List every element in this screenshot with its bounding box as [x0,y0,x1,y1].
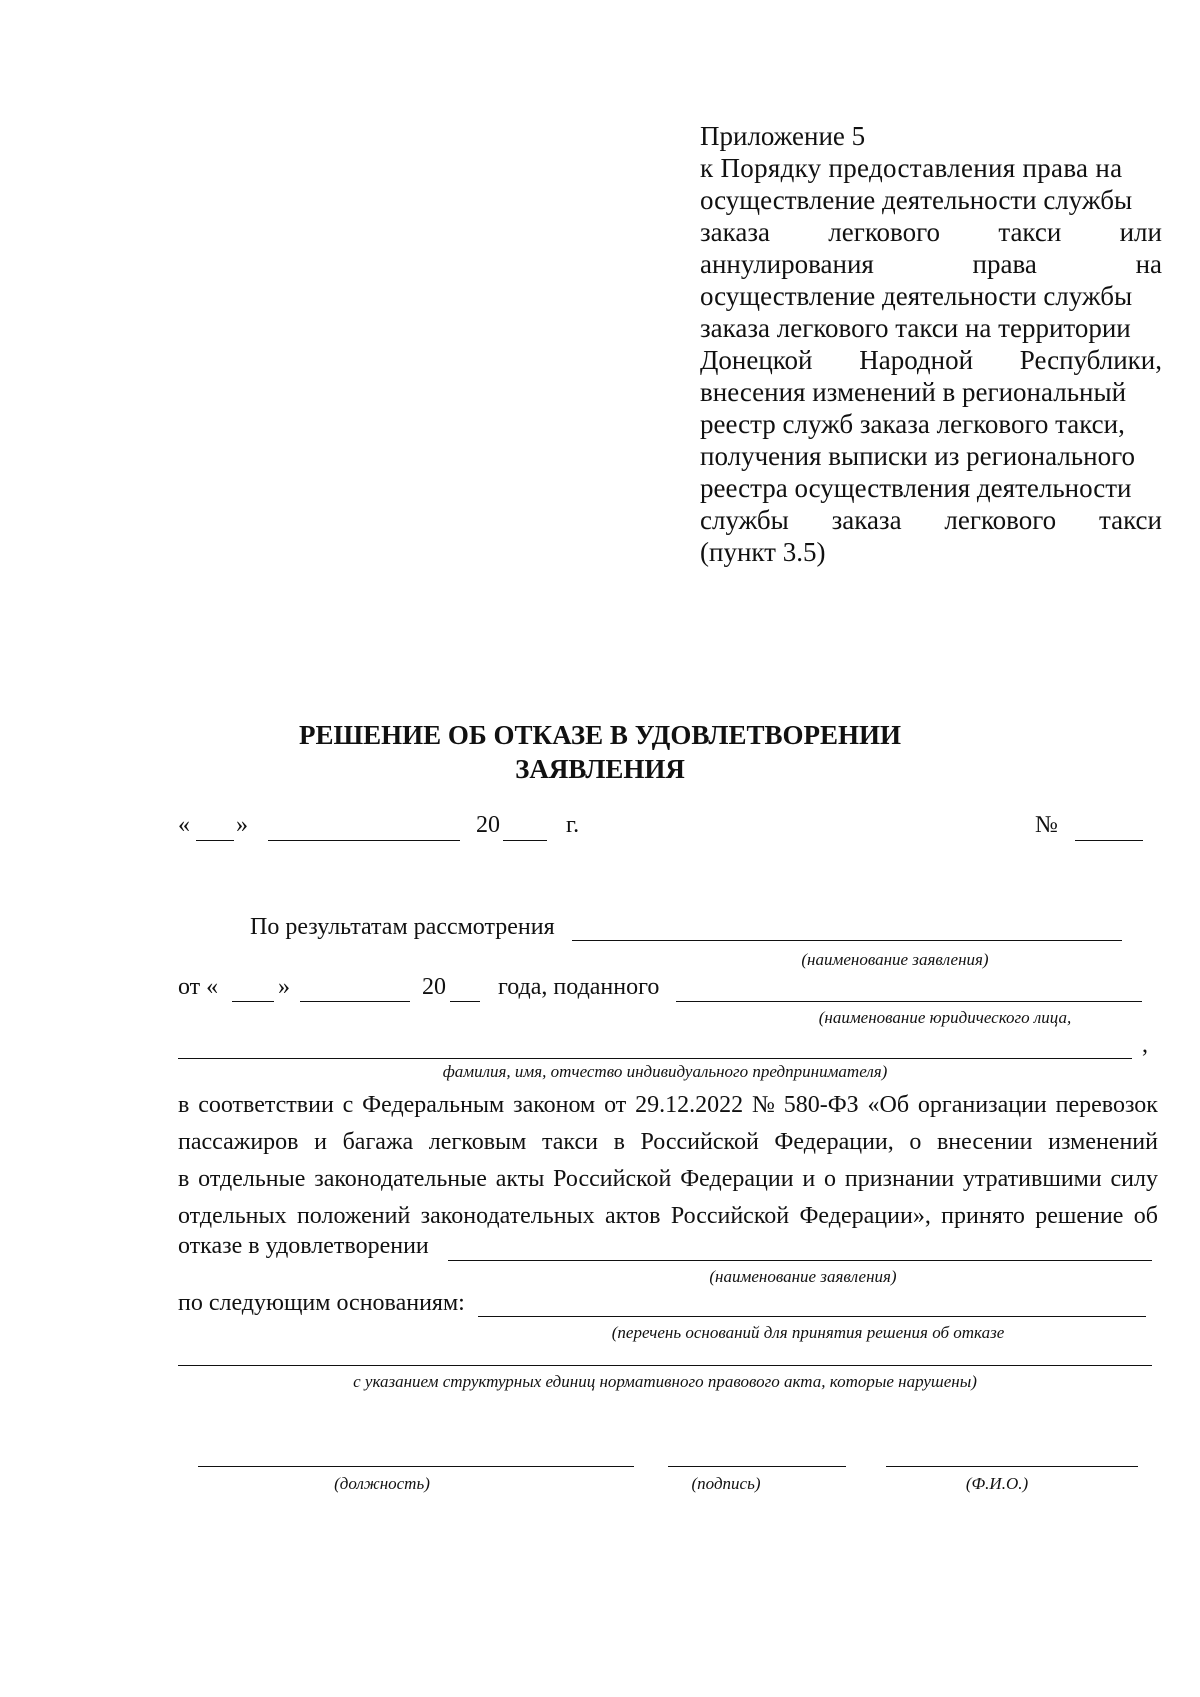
paragraph-line: в соответствии с Федеральным законом от 29.12.2022 № 580-ФЗ «Об организации перевозок [178,1092,1158,1118]
decision-paragraph [178,1087,1158,1235]
grounds-line[interactable] [478,1316,1146,1317]
caption-application-name-2: (наименование заявления) [709,1267,897,1286]
year-blank-line[interactable] [503,840,547,841]
month-blank-line[interactable] [268,840,460,841]
caption-legal-entity: (наименование юридического лица, [818,1008,1072,1027]
signature-line[interactable] [668,1466,846,1467]
paragraph-line: пассажиров и багажа легковым такси в Российской Федерации, о внесении изменений [178,1129,1158,1155]
caption-full-name: (Ф.И.О.) [965,1474,1029,1493]
paragraph-line: в отдельные законодательные акты Российской Федерации и о признании утратившими силу [178,1166,1158,1192]
title-line-2: ЗАЯВЛЕНИЯ [515,754,685,784]
review-label: По результатам рассмотрения [250,914,555,940]
refusal-label: отказе в удовлетворении [178,1233,429,1259]
from-month-blank-line[interactable] [300,1001,410,1002]
appendix-line: заказа легкового такси на территории [700,313,1131,343]
year-prefix: 20 [476,812,500,838]
number-blank-line[interactable] [1075,840,1143,841]
grounds-line-2[interactable] [178,1365,1152,1366]
submitted-label: года, поданного [498,974,660,1000]
caption-position: (должность) [334,1474,430,1493]
appendix-line: (пункт 3.5) [700,537,826,567]
appendix-line: службы заказа легкового такси [700,505,1162,535]
appendix-line: реестра осуществления деятельности [700,473,1132,503]
appendix-line: заказа легкового такси или [700,217,1162,247]
date-close-quote: » [236,812,248,838]
year-suffix: г. [566,812,580,838]
full-name-line[interactable] [886,1466,1138,1467]
caption-structural-units: с указанием структурных единиц нормативного правового акта, которые нарушены) [353,1372,977,1391]
caption-application-name: (наименование заявления) [801,950,989,969]
caption-entrepreneur: фамилия, имя, отчество индивидуального предпринимателя) [442,1062,888,1081]
appendix-line: реестр служб заказа легкового такси, [700,409,1125,439]
appendix-line: получения выписки из регионального [700,441,1135,471]
from-year-prefix: 20 [422,974,446,1000]
document-title [100,718,1100,786]
appendix-line: внесения изменений в региональный [700,377,1127,407]
caption-signature: (подпись) [691,1474,761,1493]
position-line[interactable] [198,1466,634,1467]
title-line-1: РЕШЕНИЕ ОБ ОТКАЗЕ В УДОВЛЕТВОРЕНИИ [298,720,901,750]
entrepreneur-comma: , [1142,1032,1148,1058]
from-close-quote: » [278,974,290,1000]
paragraph-line: отдельных положений законодательных актов Российской Федерации», принято решение об [178,1203,1158,1229]
appendix-line: к Порядку предоставления права на [700,153,1123,183]
appendix-line: осуществление деятельности службы [700,281,1133,311]
day-blank-line[interactable] [196,840,234,841]
caption-grounds: (перечень оснований для принятия решения об отказе [611,1323,1005,1342]
appendix-line: Донецкой Народной Республики, [700,345,1162,375]
appendix-line: Приложение 5 [700,121,866,151]
grounds-label: по следующим основаниям: [178,1290,465,1316]
number-sign: № [1035,812,1058,838]
application-name-line[interactable] [572,940,1122,941]
from-year-blank-line[interactable] [450,1001,480,1002]
refusal-application-line[interactable] [448,1260,1152,1261]
appendix-block [700,120,1162,568]
entrepreneur-line[interactable] [178,1058,1132,1059]
from-label: от « [178,974,219,1000]
appendix-line: осуществление деятельности службы [700,185,1133,215]
appendix-line: аннулирования права на [700,249,1162,279]
date-open-quote: « [178,812,190,838]
from-day-blank-line[interactable] [232,1001,274,1002]
legal-entity-line[interactable] [676,1001,1142,1002]
